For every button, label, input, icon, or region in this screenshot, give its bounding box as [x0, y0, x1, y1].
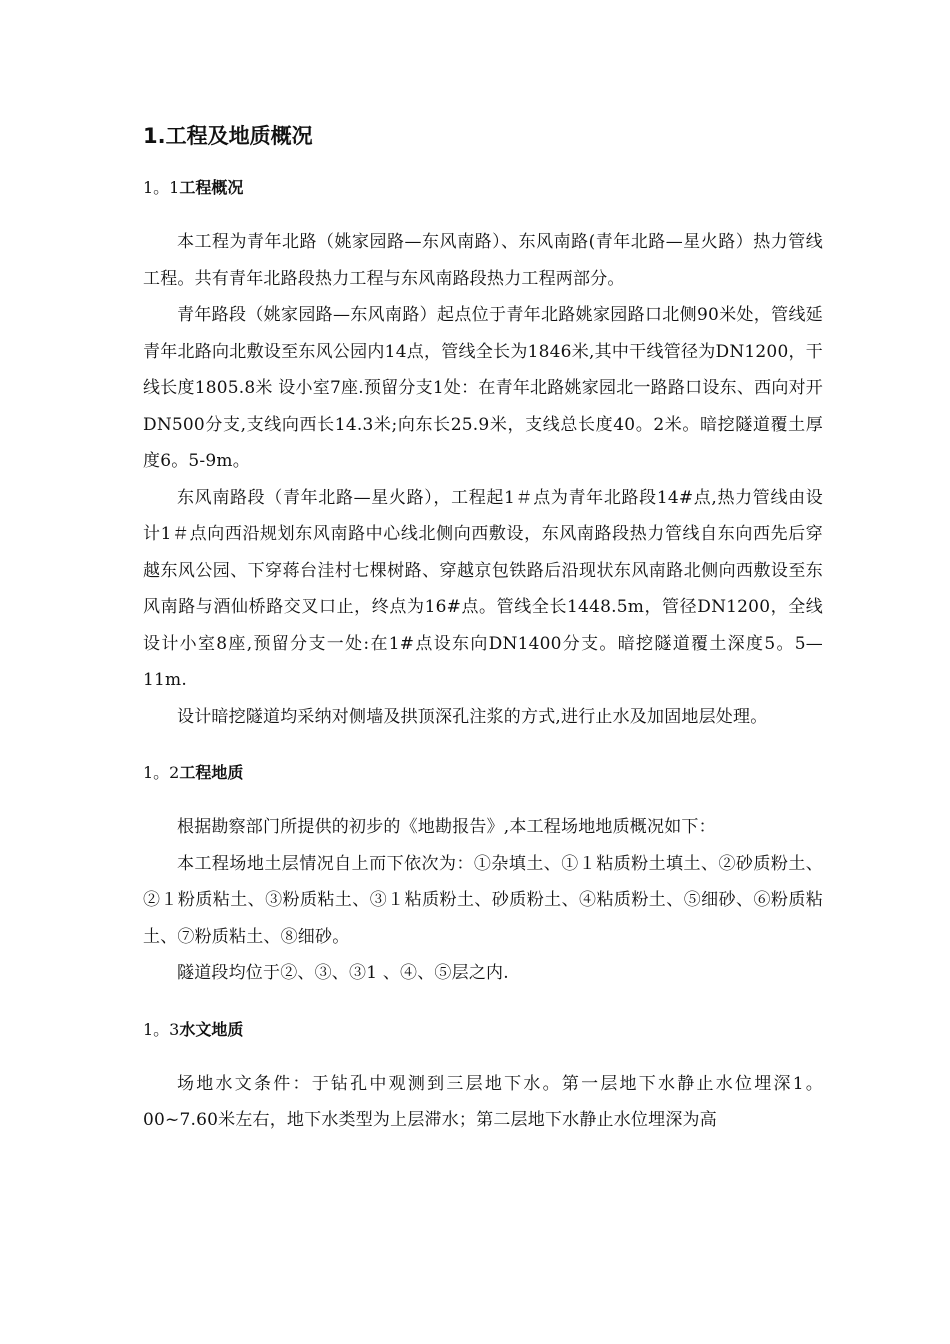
section-heading: [143, 1016, 823, 1044]
section-engineering-overview: [143, 174, 823, 735]
section-spacer: [143, 735, 823, 759]
section-title: 工程概况: [179, 178, 244, 197]
paragraph: 场地水文条件：于钻孔中观测到三层地下水。第一层地下水静止水位埋深1。00~7.60米左右，地下水类型为上层滞水；第二层地下水静止水位埋深为高: [143, 1073, 823, 1130]
section-heading: [143, 174, 823, 202]
paragraph: 本工程为青年北路（姚家园路—东风南路）、东风南路(青年北路—星火路）热力管线工程。共有青年北路段热力工程与东风南路段热力工程两部分。: [143, 232, 823, 289]
section-number: 1。2: [143, 763, 180, 782]
section-engineering-geology: [143, 759, 823, 992]
section-number: 1。1: [143, 178, 180, 197]
section-title: 工程地质: [179, 763, 244, 782]
document-heading: 1.工程及地质概况: [143, 124, 313, 148]
document-page: [143, 118, 823, 1139]
section-hydrogeology: [143, 1016, 823, 1139]
paragraph: 青年路段（姚家园路—东风南路）起点位于青年北路姚家园路口北侧90米处，管线延青年北路向北敷设至东风公园内14点，管线全长为1846米,其中干线管径为DN1200，干线长度1805.8米 设小室7座.预留分支1处：在青年北路姚家园北一路路口设东、西向对开DN500分支,支线向西长14.3米;向东长25.9米，支线总长度40。2米。暗挖隧道覆土厚度6。5-9m。: [143, 305, 823, 471]
section-title: 水文地质: [179, 1019, 244, 1039]
section-number: 1。3: [143, 1019, 180, 1039]
section-spacer: [143, 992, 823, 1016]
paragraph: 本工程场地土层情况自上而下依次为：①杂填土、①１粘质粉土填土、②砂质粉土、②１粉质粘土、③粉质粘土、③１粘质粉土、砂质粉土、④粘质粉土、⑤细砂、⑥粉质粘土、⑦粉质粘土、⑧细砂。: [143, 853, 823, 947]
section-heading: [143, 759, 823, 787]
paragraph: 设计暗挖隧道均采纳对侧墙及拱顶深孔注浆的方式,进行止水及加固地层处理。: [177, 706, 768, 727]
paragraph: 根据勘察部门所提供的初步的《地勘报告》,本工程场地地质概况如下：: [177, 817, 716, 837]
paragraph: 隧道段均位于②、③、③1 、④、⑤层之内.: [177, 963, 509, 983]
paragraph: 东风南路段（青年北路—星火路），工程起1＃点为青年北路段14#点,热力管线由设计1＃点向西沿规划东风南路中心线北侧向西敷设，东风南路段热力管线自东向西先后穿越东风公园、下穿蒋台洼村七棵树路、穿越京包铁路后沿现状东风南路北侧向西敷设至东风南路与酒仙桥路交叉口止，终点为16#点。管线全长1448.5m，管径DN1200，全线设计小室8座,预留分支一处:在1#点设东向DN1400分支。暗挖隧道覆土深度5。5—11m.: [143, 487, 823, 690]
